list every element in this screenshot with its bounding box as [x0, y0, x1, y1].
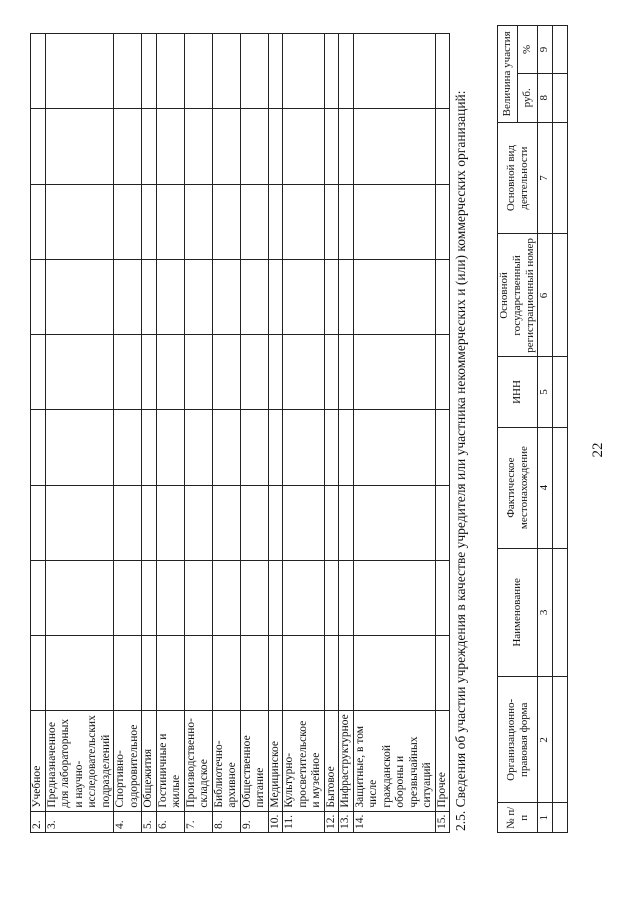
- empty-cell: [212, 259, 240, 334]
- empty-cell: [31, 335, 46, 410]
- empty-cell: [353, 259, 435, 334]
- empty-cell: [435, 109, 450, 184]
- section-heading: 2.5. Сведения об участии учреждения в качестве учредителя или участника некоммерческих и (или) коммерческих организаций:: [453, 90, 468, 831]
- row-number: 5.: [142, 811, 157, 832]
- row-number: 14.: [353, 811, 435, 832]
- header-share: Величина участия: [498, 26, 518, 123]
- empty-cell: [240, 636, 268, 711]
- empty-cell: [45, 184, 114, 259]
- header-pct: %: [518, 26, 538, 74]
- empty-cell: [324, 560, 339, 635]
- row-label: Бытовое: [324, 711, 339, 811]
- header-inn: ИНН: [498, 357, 538, 427]
- empty-cell: [324, 335, 339, 410]
- empty-cell: [283, 259, 325, 334]
- empty-cell: [353, 184, 435, 259]
- empty-cell: [324, 485, 339, 560]
- table-row: [184, 34, 212, 833]
- empty-cell: [283, 184, 325, 259]
- empty-cell: [184, 184, 212, 259]
- empty-cell: [435, 184, 450, 259]
- empty-cell: [212, 184, 240, 259]
- empty-cell: [435, 560, 450, 635]
- row-label: Гостиничные и жилые: [156, 711, 184, 811]
- empty-cell: [435, 335, 450, 410]
- row-label: Общественное питание: [240, 711, 268, 811]
- empty-cell: [324, 184, 339, 259]
- empty-cell: [184, 560, 212, 635]
- empty-cell: [212, 560, 240, 635]
- row-number: 15.: [435, 811, 450, 832]
- header-activity: Основной вид деятельности: [498, 122, 538, 234]
- empty-cell: [324, 636, 339, 711]
- empty-cell: [240, 335, 268, 410]
- empty-cell: [339, 636, 354, 711]
- empty-cell: [339, 560, 354, 635]
- empty-cell: [114, 259, 142, 334]
- empty-cell: [353, 560, 435, 635]
- empty-cell: [184, 335, 212, 410]
- empty-cell: [339, 109, 354, 184]
- empty-cell: [283, 560, 325, 635]
- empty-cell: [553, 677, 568, 803]
- empty-cell: [114, 560, 142, 635]
- empty-cell: [268, 34, 283, 109]
- empty-cell: [156, 109, 184, 184]
- table-row: [156, 34, 184, 833]
- empty-cell: [240, 109, 268, 184]
- empty-cell: [268, 485, 283, 560]
- row-label: Культурно-просветительское и музейное: [283, 711, 325, 811]
- empty-cell: [156, 34, 184, 109]
- row-number: 12.: [324, 811, 339, 832]
- empty-cell: [156, 259, 184, 334]
- empty-cell: [212, 335, 240, 410]
- col-number: 1: [538, 803, 553, 833]
- empty-cell: [45, 259, 114, 334]
- table-row: [435, 34, 450, 833]
- table-row: [142, 34, 157, 833]
- col-number: 6: [538, 234, 553, 357]
- row-number: 2.: [31, 811, 46, 832]
- empty-cell: [142, 636, 157, 711]
- row-label: Прочее: [435, 711, 450, 811]
- empty-cell: [45, 636, 114, 711]
- empty-cell: [339, 184, 354, 259]
- empty-cell: [45, 335, 114, 410]
- empty-cell: [184, 259, 212, 334]
- row-label: Предназначенное для лабораторных и научно-исследовательских подразделений: [45, 711, 114, 811]
- empty-cell: [339, 259, 354, 334]
- table-row: [114, 34, 142, 833]
- empty-cell: [45, 485, 114, 560]
- empty-cell: [156, 184, 184, 259]
- empty-cell: [268, 410, 283, 485]
- row-number: 13.: [339, 811, 354, 832]
- empty-cell: [142, 34, 157, 109]
- empty-cell: [353, 485, 435, 560]
- empty-cell: [283, 636, 325, 711]
- row-number: 4.: [114, 811, 142, 832]
- empty-cell: [553, 234, 568, 357]
- empty-cell: [31, 560, 46, 635]
- empty-cell: [435, 410, 450, 485]
- empty-cell: [324, 109, 339, 184]
- empty-cell: [31, 636, 46, 711]
- table-row: [31, 34, 46, 833]
- empty-cell: [31, 34, 46, 109]
- empty-cell: [184, 485, 212, 560]
- row-number: 3.: [45, 811, 114, 832]
- row-label: Защитные, в том числе гражданской обороны и чрезвычайных ситуаций: [353, 711, 435, 811]
- empty-cell: [268, 560, 283, 635]
- empty-cell: [212, 485, 240, 560]
- empty-cell: [45, 109, 114, 184]
- empty-cell: [553, 548, 568, 676]
- empty-cell: [212, 34, 240, 109]
- empty-cell: [553, 427, 568, 548]
- row-label: Медицинское: [268, 711, 283, 811]
- empty-cell: [353, 636, 435, 711]
- empty-cell: [553, 122, 568, 234]
- empty-cell: [156, 560, 184, 635]
- row-number: 10.: [268, 811, 283, 832]
- table-row: [339, 34, 354, 833]
- empty-cell: [184, 410, 212, 485]
- header-num: № п/п: [498, 803, 538, 833]
- empty-cell: [142, 485, 157, 560]
- col-number: 2: [538, 677, 553, 803]
- participation-table: [497, 25, 568, 833]
- empty-cell: [240, 485, 268, 560]
- row-number: 9.: [240, 811, 268, 832]
- empty-cell: [212, 410, 240, 485]
- empty-cell: [184, 636, 212, 711]
- header-org-form: Организационно-правовая форма: [498, 677, 538, 803]
- col-number: 8: [538, 73, 553, 122]
- empty-cell: [156, 485, 184, 560]
- property-usage-table: [30, 33, 450, 833]
- empty-cell: [142, 410, 157, 485]
- empty-cell: [283, 335, 325, 410]
- empty-cell: [240, 560, 268, 635]
- empty-cell: [553, 357, 568, 427]
- empty-cell: [31, 109, 46, 184]
- table-row: [283, 34, 325, 833]
- row-label: Инфраструктурное: [339, 711, 354, 811]
- row-label: Общежития: [142, 711, 157, 811]
- col-number: 9: [538, 26, 553, 74]
- empty-cell: [283, 34, 325, 109]
- empty-cell: [353, 410, 435, 485]
- empty-cell: [114, 335, 142, 410]
- page-number: 22: [590, 442, 606, 458]
- empty-cell: [142, 259, 157, 334]
- empty-cell: [339, 485, 354, 560]
- empty-cell: [283, 410, 325, 485]
- empty-cell: [45, 34, 114, 109]
- row-label: Производственно-складское: [184, 711, 212, 811]
- empty-cell: [553, 26, 568, 74]
- table-row: [324, 34, 339, 833]
- col-number: 4: [538, 427, 553, 548]
- empty-cell: [339, 34, 354, 109]
- empty-cell: [435, 259, 450, 334]
- empty-cell: [353, 109, 435, 184]
- empty-cell: [353, 335, 435, 410]
- empty-cell: [31, 410, 46, 485]
- empty-cell: [283, 109, 325, 184]
- empty-cell: [435, 636, 450, 711]
- empty-cell: [45, 560, 114, 635]
- empty-cell: [268, 184, 283, 259]
- row-number: 8.: [212, 811, 240, 832]
- header-location: Фактическое местонахождение: [498, 427, 538, 548]
- empty-cell: [212, 109, 240, 184]
- empty-cell: [31, 485, 46, 560]
- col-number: 3: [538, 548, 553, 676]
- empty-cell: [240, 259, 268, 334]
- empty-cell: [268, 636, 283, 711]
- empty-cell: [114, 410, 142, 485]
- empty-cell: [114, 184, 142, 259]
- empty-cell: [156, 636, 184, 711]
- empty-cell: [156, 335, 184, 410]
- empty-cell: [114, 34, 142, 109]
- row-label: Библиотечно-архивное: [212, 711, 240, 811]
- table-row: [240, 34, 268, 833]
- header-rub: руб.: [518, 73, 538, 122]
- empty-cell: [240, 184, 268, 259]
- col-number: 5: [538, 357, 553, 427]
- empty-cell: [240, 410, 268, 485]
- header-ogrn: Основной государственный регистрационный номер: [498, 234, 538, 357]
- empty-cell: [212, 636, 240, 711]
- table-row: [212, 34, 240, 833]
- empty-cell: [114, 109, 142, 184]
- col-number: 7: [538, 122, 553, 234]
- empty-cell: [142, 560, 157, 635]
- empty-cell: [268, 109, 283, 184]
- table-row: [353, 34, 435, 833]
- row-label: Учебное: [31, 711, 46, 811]
- header-name: Наименование: [498, 548, 538, 676]
- empty-cell: [184, 34, 212, 109]
- empty-cell: [339, 410, 354, 485]
- empty-cell: [283, 485, 325, 560]
- empty-cell: [142, 109, 157, 184]
- empty-cell: [324, 410, 339, 485]
- empty-cell: [31, 184, 46, 259]
- table-row: [45, 34, 114, 833]
- empty-cell: [324, 259, 339, 334]
- empty-cell: [324, 34, 339, 109]
- empty-cell: [142, 335, 157, 410]
- row-number: 7.: [184, 811, 212, 832]
- empty-cell: [184, 109, 212, 184]
- row-label: Спортивно-оздоровительное: [114, 711, 142, 811]
- empty-cell: [114, 636, 142, 711]
- empty-cell: [435, 485, 450, 560]
- empty-cell: [45, 410, 114, 485]
- empty-cell: [353, 34, 435, 109]
- row-number: 11.: [283, 811, 325, 832]
- empty-cell: [339, 335, 354, 410]
- table-row: [268, 34, 283, 833]
- empty-cell: [435, 34, 450, 109]
- empty-cell: [553, 803, 568, 833]
- empty-cell: [114, 485, 142, 560]
- empty-cell: [553, 73, 568, 122]
- row-number: 6.: [156, 811, 184, 832]
- empty-cell: [268, 335, 283, 410]
- empty-cell: [268, 259, 283, 334]
- empty-cell: [142, 184, 157, 259]
- empty-cell: [31, 259, 46, 334]
- empty-cell: [156, 410, 184, 485]
- empty-cell: [240, 34, 268, 109]
